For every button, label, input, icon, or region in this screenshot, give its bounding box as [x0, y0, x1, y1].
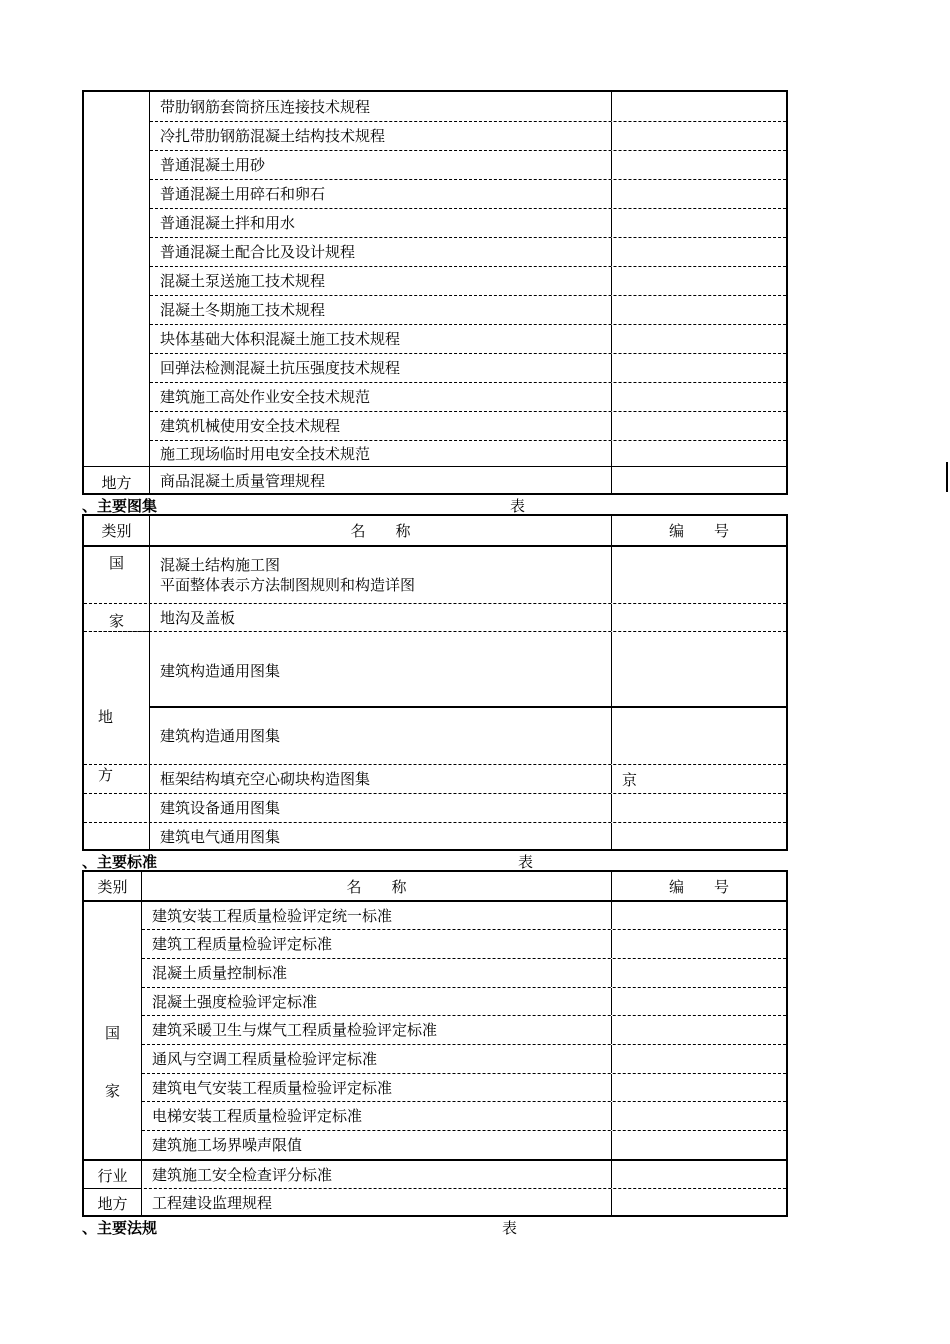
row-code	[612, 412, 786, 440]
table-row	[150, 706, 786, 764]
table-row	[84, 631, 786, 706]
row-name: 混凝土强度检验评定标准	[142, 988, 612, 1015]
row-name: 地沟及盖板	[150, 604, 612, 631]
row-code	[612, 823, 786, 851]
row-name-line-1: 混凝土结构施工图	[160, 556, 281, 574]
category-label-local-2: 方	[98, 766, 114, 784]
table-row	[84, 545, 786, 603]
specifications-table-continued	[82, 90, 788, 495]
row-name: 施工现场临时用电安全技术规范	[150, 441, 612, 466]
row-name: 建筑构造通用图集	[150, 632, 612, 706]
section-title-regulations: 、主要法规	[82, 1219, 158, 1237]
row-code	[612, 354, 786, 382]
table-row	[142, 1130, 786, 1159]
table-row	[84, 1188, 786, 1217]
row-name: 混凝土泵送施工技术规程	[150, 267, 612, 295]
row-name: 工程建设监理规程	[142, 1189, 612, 1217]
row-code	[612, 467, 786, 495]
row-name: 普通混凝土配合比及设计规程	[150, 238, 612, 266]
row-name: 建筑设备通用图集	[150, 794, 612, 822]
row-name: 普通混凝土用碎石和卵石	[150, 180, 612, 208]
row-name: 回弹法检测混凝土抗压强度技术规程	[150, 354, 612, 382]
table-row	[142, 958, 786, 987]
row-code	[612, 267, 786, 295]
row-code	[612, 1161, 786, 1188]
row-name: 商品混凝土质量管理规程	[150, 467, 612, 495]
table-row	[84, 603, 786, 631]
header-code: 编 号	[668, 522, 729, 540]
row-name: 普通混凝土用砂	[150, 151, 612, 179]
row-name	[150, 547, 612, 603]
row-code: 京	[622, 770, 638, 789]
category-label-national-2: 家	[104, 1082, 120, 1100]
row-name: 普通混凝土拌和用水	[150, 209, 612, 237]
row-code	[612, 794, 786, 822]
row-code	[612, 180, 786, 208]
table-row	[150, 382, 786, 411]
category-label-national-2: 家	[108, 612, 124, 630]
row-code	[612, 151, 786, 179]
table-row	[142, 929, 786, 958]
header-code: 编 号	[668, 877, 729, 896]
row-code	[612, 1189, 786, 1217]
row-code	[612, 1016, 786, 1044]
table-header-row	[84, 872, 786, 900]
row-code	[612, 92, 786, 121]
row-name: 建筑工程质量检验评定标准	[142, 930, 612, 958]
row-name: 带肋钢筋套筒挤压连接技术规程	[150, 92, 612, 121]
table-row	[142, 987, 786, 1015]
category-cell-local	[84, 466, 150, 495]
category-label-national-1: 国	[104, 1024, 120, 1042]
row-code	[612, 1074, 786, 1101]
row-name: 建筑机械使用安全技术规程	[150, 412, 612, 440]
category-cell-national-continued	[84, 92, 150, 466]
row-name: 建筑电气安装工程质量检验评定标准	[142, 1074, 612, 1101]
row-code	[612, 1102, 786, 1130]
section-title-atlas: 、主要图集	[82, 497, 158, 515]
row-code	[612, 902, 786, 929]
table-row	[150, 92, 786, 121]
category-cell-national	[84, 900, 142, 1159]
table-row	[142, 1015, 786, 1044]
row-code	[612, 383, 786, 411]
table-row	[150, 237, 786, 266]
table-row	[150, 353, 786, 382]
row-name: 混凝土质量控制标准	[142, 959, 612, 987]
table-row	[142, 1073, 786, 1101]
row-code	[612, 1131, 786, 1159]
table-row	[142, 900, 786, 929]
category-label-local-1: 地	[98, 708, 114, 726]
category-label-local: 地方	[101, 474, 132, 492]
table-row	[150, 440, 786, 466]
table-row	[150, 121, 786, 150]
table-label-atlas: 表	[510, 497, 526, 515]
category-label-national-1: 国	[108, 554, 124, 572]
atlas-table	[82, 514, 788, 851]
row-name: 建筑采暖卫生与煤气工程质量检验评定标准	[142, 1016, 612, 1044]
row-name: 块体基础大体积混凝土施工技术规程	[150, 325, 612, 353]
row-name: 电梯安装工程质量检验评定标准	[142, 1102, 612, 1130]
table-row	[150, 466, 786, 495]
standards-table	[82, 870, 788, 1217]
page-edge-mark	[946, 462, 948, 492]
row-code	[612, 325, 786, 353]
row-code	[612, 547, 786, 603]
row-name: 通风与空调工程质量检验评定标准	[142, 1045, 612, 1073]
row-name: 建筑安装工程质量检验评定统一标准	[142, 902, 612, 929]
row-name: 建筑施工高处作业安全技术规范	[150, 383, 612, 411]
row-code	[612, 296, 786, 324]
table-row	[150, 411, 786, 440]
row-code	[612, 1045, 786, 1073]
section-title-standards: 、主要标准	[82, 853, 158, 871]
row-code	[612, 209, 786, 237]
row-code	[612, 959, 786, 987]
header-name: 名 称	[142, 872, 612, 900]
table-header-row	[84, 516, 786, 545]
row-code	[612, 441, 786, 466]
table-label-regulations: 表	[502, 1219, 518, 1237]
row-name: 建筑构造通用图集	[150, 708, 612, 764]
category-label-industry: 行业	[97, 1167, 128, 1185]
table-row	[150, 295, 786, 324]
row-name: 框架结构填充空心砌块构造图集	[150, 765, 612, 793]
row-code	[612, 604, 786, 631]
table-row	[150, 324, 786, 353]
row-code	[612, 988, 786, 1015]
row-name: 建筑电气通用图集	[150, 823, 612, 851]
row-name: 冷扎带肋钢筋混凝土结构技术规程	[150, 122, 612, 150]
row-code	[612, 632, 786, 706]
header-category: 类别	[84, 516, 150, 545]
row-name-line-2: 平面整体表示方法制图规则和构造详图	[160, 576, 416, 594]
row-code	[612, 122, 786, 150]
table-row	[142, 1101, 786, 1130]
table-label-standards: 表	[518, 853, 534, 871]
header-name: 名 称	[150, 516, 612, 545]
row-name: 建筑施工安全检查评分标准	[142, 1161, 612, 1188]
table-row	[142, 1044, 786, 1073]
table-row	[84, 822, 786, 851]
table-row	[150, 266, 786, 295]
header-category: 类别	[84, 872, 142, 900]
row-name: 混凝土冬期施工技术规程	[150, 296, 612, 324]
table-row	[84, 764, 786, 793]
row-name: 建筑施工场界噪声限值	[142, 1131, 612, 1159]
table-row	[150, 179, 786, 208]
table-row	[150, 208, 786, 237]
table-row	[84, 1159, 786, 1188]
table-row	[150, 150, 786, 179]
table-row	[84, 793, 786, 822]
category-label-local: 地方	[97, 1195, 128, 1213]
row-code	[612, 708, 786, 764]
row-code	[612, 930, 786, 958]
row-code	[612, 238, 786, 266]
